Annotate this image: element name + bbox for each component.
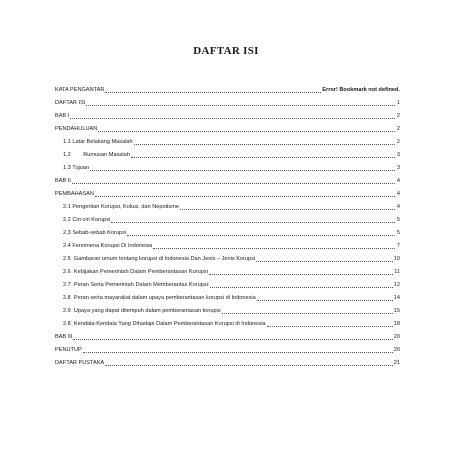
toc-entry-page-number: 7	[396, 243, 400, 249]
toc-dot-leader	[131, 157, 395, 158]
toc-entry-page-number: 11	[394, 269, 400, 275]
toc-entry-label: 2.7 Peran Serta Pemerintah Dalam Memberantas Korupsi:	[63, 282, 210, 288]
toc-entry[interactable]	[55, 214, 400, 227]
toc-entry-label: 1.1 Latar Belakang Masalah	[63, 139, 133, 145]
toc-entry[interactable]	[55, 357, 400, 370]
toc-dot-leader	[111, 222, 395, 223]
toc-entry[interactable]	[55, 175, 400, 188]
toc-entry-label: DAFTAR ISI	[55, 100, 86, 106]
toc-entry[interactable]	[55, 305, 400, 318]
toc-dot-leader	[256, 261, 393, 262]
toc-entry-page-number: 2	[396, 139, 400, 145]
toc-entry-label: BAB II	[55, 178, 71, 184]
toc-dot-leader	[180, 209, 395, 210]
toc-entry[interactable]	[55, 201, 400, 214]
toc-dot-leader	[257, 300, 393, 301]
toc-entry-page-number: 3	[396, 152, 400, 158]
toc-entry[interactable]	[55, 97, 400, 110]
toc-entry[interactable]	[55, 84, 400, 97]
toc-entry-page-number: 3	[396, 165, 400, 171]
toc-entry-label: PEMBAHASAN	[55, 191, 94, 197]
toc-entry-page-number: 4	[396, 178, 400, 184]
toc-dot-leader	[70, 118, 395, 119]
toc-entry-label: 2.3 Sebab-sebab Korupsi	[63, 230, 127, 236]
toc-entry[interactable]	[55, 292, 400, 305]
toc-entry-page-number: 10	[393, 256, 400, 262]
toc-entry[interactable]	[55, 136, 400, 149]
toc-entry[interactable]	[55, 227, 400, 240]
toc-entry-page-number: 20	[393, 347, 400, 353]
toc-dot-leader	[86, 105, 395, 106]
toc-entry-label: 2.8 Kendala-Kendala Yang Dihadapi Dalam Pemberantasan Korupsi di Indonesia	[63, 321, 266, 327]
toc-entry[interactable]	[55, 331, 400, 344]
toc-entry-page-number: 4	[396, 204, 400, 210]
toc-entry-label: 1.2 Rumusan Masalah	[63, 152, 130, 158]
toc-entry-label: PENDAHULUAN	[55, 126, 98, 132]
toc-entry[interactable]	[55, 188, 400, 201]
toc-dot-leader	[153, 248, 395, 249]
toc-entry-page-number: 20	[393, 334, 400, 340]
toc-entry-label: PENUTUP	[55, 347, 82, 353]
toc-entry-page-number: 14	[393, 295, 400, 301]
toc-entry-page-number: 4	[396, 191, 400, 197]
toc-dot-leader	[210, 287, 392, 288]
toc-entry-page-number: 21	[393, 360, 400, 366]
toc-entry[interactable]	[55, 279, 400, 292]
toc-dot-leader	[127, 235, 395, 236]
toc-dot-leader	[73, 339, 392, 340]
toc-entry[interactable]	[55, 123, 400, 136]
table-of-contents	[55, 84, 400, 370]
toc-dot-leader	[209, 274, 393, 275]
toc-dot-leader	[98, 131, 395, 132]
toc-entry-label: KATA PENGANTAR	[55, 87, 105, 93]
toc-entry-label: DAFTAR PUSTAKA	[55, 360, 105, 366]
toc-entry-label: 2.9 Upaya yang dapat ditempuh dalam pemberantasan korupsi	[63, 308, 221, 314]
toc-entry-label: 2.4 Fenomena Korupsi Di Indonesia	[63, 243, 153, 249]
toc-entry-label: BAB III	[55, 334, 73, 340]
toc-dot-leader	[134, 144, 395, 145]
toc-entry-page-number: 18	[393, 321, 400, 327]
toc-entry-page-number: 5	[396, 217, 400, 223]
toc-dot-leader	[90, 170, 395, 171]
toc-entry[interactable]	[55, 253, 400, 266]
toc-dot-leader	[267, 326, 393, 327]
toc-dot-leader	[105, 92, 321, 93]
toc-entry-label: 2.1 Pengertian Korupsi, Kolusi, dan Nepotisme	[63, 204, 179, 210]
toc-dot-leader	[95, 196, 395, 197]
toc-entry-page-number: 5	[396, 230, 400, 236]
toc-entry-page-number: 2	[396, 126, 400, 132]
toc-entry-label: 2.2 Ciri-ciri Korupsi	[63, 217, 111, 223]
toc-entry-page-number: 12	[393, 282, 400, 288]
toc-entry[interactable]	[55, 162, 400, 175]
page-title: DAFTAR ISI	[193, 45, 259, 57]
toc-dot-leader	[222, 313, 393, 314]
toc-dot-leader	[83, 352, 393, 353]
toc-entry-label: 2.6 Kebijakan Pemerintah Dalam Pemberantasan Korupsi	[63, 269, 208, 275]
toc-entry[interactable]	[55, 266, 400, 279]
toc-entry[interactable]	[55, 110, 400, 123]
toc-entry-page-number: Error! Bookmark not defined.	[322, 87, 400, 93]
toc-entry[interactable]	[55, 318, 400, 331]
toc-entry[interactable]	[55, 240, 400, 253]
toc-entry-page-number: 15	[393, 308, 400, 314]
toc-dot-leader	[105, 365, 393, 366]
toc-entry[interactable]	[55, 149, 400, 162]
toc-entry-page-number: 2	[396, 113, 400, 119]
toc-entry[interactable]	[55, 344, 400, 357]
toc-entry-label: 1.3 Tujuan	[63, 165, 90, 171]
toc-dot-leader	[72, 183, 395, 184]
toc-entry-label: BAB I	[55, 113, 70, 119]
toc-entry-label: 2.5 Gambaran umum tentang korupsi di Indonesia Dan Jenis – Jenis Korupsi	[63, 256, 256, 262]
toc-entry-page-number: 1	[396, 100, 400, 106]
toc-entry-label: 2.8 Peran serta mayarakat dalam upaya pemberantasan korupsi di Indonesia	[63, 295, 256, 301]
